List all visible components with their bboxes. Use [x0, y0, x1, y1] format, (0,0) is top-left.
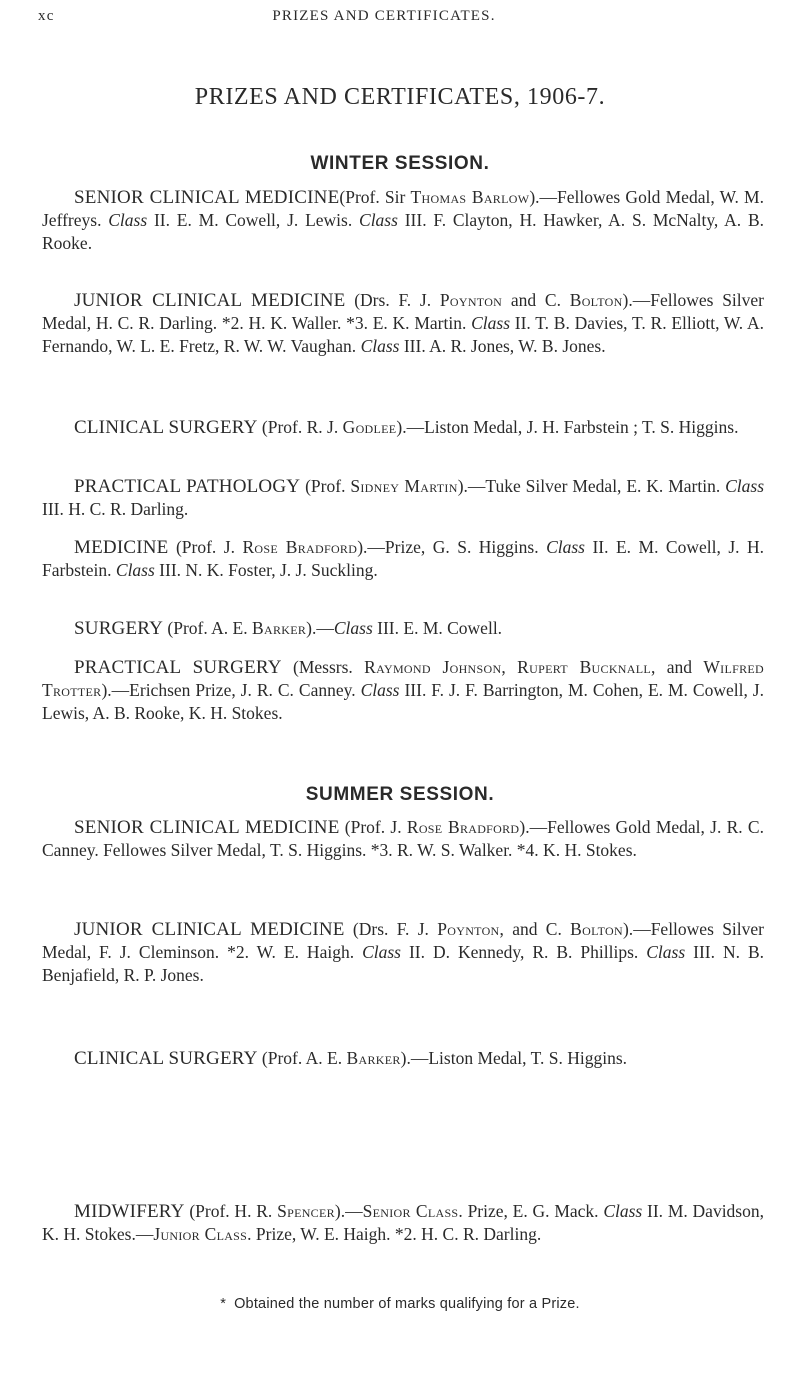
- professor-name: Bolton: [570, 919, 623, 939]
- professor-name: Raymond Johnson: [364, 657, 502, 677]
- award-text: —Tuke Silver Medal, E. K. Martin.: [467, 476, 726, 496]
- professor-name: Bolton: [569, 290, 623, 310]
- professor-name: Rupert Bucknall: [517, 657, 651, 677]
- footnote-marker: *: [220, 1296, 227, 1312]
- class-label: Class: [333, 618, 373, 638]
- award-text: II. T. B. Davies, T. R. Elliott, W. A. Fernando, W. L. E. Fretz, R. W. W. Vaughan.: [42, 313, 764, 356]
- award-text: III. F. J. F. Barrington, M. Cohen, E. M. Cowell, J. Lewis, A. B. Rooke, K. H. Stokes.: [42, 680, 764, 723]
- award-text: . Prize, E. G. Mack.: [458, 1201, 604, 1221]
- winter-senior-clinical-medicine-entry: SENIOR CLINICAL MEDICINE(Prof. Sir Thomas Barlow).—Fellowes Gold Medal, W. M. Jeffreys. Class II. E. M. Cowell, J. Lewis. Class III. F. Clayton, H. Hawker, A. S. McNalty, A. B. Rooke.: [42, 187, 764, 253]
- award-text: —Prize, G. S. Higgins.: [367, 537, 547, 557]
- class-label: Class: [646, 942, 686, 962]
- award-text: —Fellowes Gold Medal, W. M. Jeffreys.: [42, 187, 764, 230]
- professor-name: Sidney Martin: [350, 476, 458, 496]
- class-label: Class: [108, 210, 148, 230]
- subject-title: PRACTICAL PATHOLOGY: [74, 476, 301, 497]
- professor-name: Rose Bradford: [406, 817, 520, 837]
- winter-surgery-entry: SURGERY (Prof. A. E. Barker).—Class III. E. M. Cowell.: [74, 618, 503, 639]
- professor-name: Barker: [346, 1048, 401, 1068]
- class-label: Senior Class: [362, 1201, 459, 1221]
- award-text: II. M. Davidson, K. H. Stokes.—: [42, 1201, 764, 1244]
- professor-name: Poynton: [439, 290, 503, 310]
- class-label: Class: [115, 560, 155, 580]
- award-text: —Fellowes Silver Medal, H. C. R. Darling. *2. H. K. Waller. *3. E. K. Martin.: [42, 290, 764, 333]
- summer-senior-clinical-medicine-entry: SENIOR CLINICAL MEDICINE (Prof. J. Rose Bradford).—Fellowes Gold Medal, J. R. C. Canney. Fellowes Silver Medal, T. S. Higgins. *3. R. W. S. Walker. *4. K. H. Stokes.: [42, 817, 764, 860]
- winter-clinical-surgery-entry: CLINICAL SURGERY (Prof. R. J. Godlee).—Liston Medal, J. H. Farbstein ; T. S. Higgins.: [74, 417, 739, 438]
- subject-title: JUNIOR CLINICAL MEDICINE: [74, 919, 345, 940]
- running-head-title: PRIZES AND CERTIFICATES.: [272, 8, 496, 24]
- subject-title: MIDWIFERY: [74, 1201, 185, 1222]
- winter-practical-surgery-entry: PRACTICAL SURGERY (Messrs. Raymond Johnson, Rupert Bucknall, and Wilfred Trotter).—Erichsen Prize, J. R. C. Canney. Class III. F. J. F. Barrington, M. Cohen, E. M. Cowell, J. Lewis, A. B. Rooke, K. H. Stokes.: [42, 657, 764, 723]
- page-number: xc: [38, 8, 55, 24]
- professor-name: Spencer: [277, 1201, 335, 1221]
- professor-name: Wilfred Trotter: [42, 657, 764, 700]
- award-text: —Fellowes Gold Medal, J. R. C. Canney. Fellowes Silver Medal, T. S. Higgins. *3. R. W. S. Walker. *4. K. H. Stokes.: [42, 817, 764, 860]
- subject-title: SENIOR CLINICAL MEDICINE: [74, 817, 340, 838]
- footnote: [0, 1296, 800, 1312]
- subject-title: PRACTICAL SURGERY: [74, 657, 282, 678]
- award-text: III. N. B. Benjafield, R. P. Jones.: [42, 942, 764, 985]
- class-label: Class: [360, 336, 400, 356]
- subject-title: SENIOR CLINICAL MEDICINE: [74, 187, 340, 208]
- award-text: —Liston Medal, J. H. Farbstein ; T. S. Higgins.: [406, 417, 739, 437]
- award-text: III. F. Clayton, H. Hawker, A. S. McNalty, A. B. Rooke.: [42, 210, 764, 253]
- summer-junior-clinical-medicine-entry: JUNIOR CLINICAL MEDICINE (Drs. F. J. Poynton, and C. Bolton).—Fellowes Silver Medal, F. J. Cleminson. *2. W. E. Haigh. Class II. D. Kennedy, R. B. Phillips. Class III. N. B. Benjafield, R. P. Jones.: [42, 919, 764, 985]
- class-label: Junior Class: [153, 1224, 248, 1244]
- summer-session-heading: SUMMER SESSION.: [305, 784, 495, 805]
- class-label: Class: [362, 942, 401, 962]
- class-label: Class: [359, 210, 398, 230]
- professor-name: Poynton: [437, 919, 500, 939]
- page-title: PRIZES AND CERTIFICATES, 1906-7.: [194, 84, 606, 110]
- class-label: Class: [471, 313, 510, 333]
- award-text: III. A. R. Jones, W. B. Jones.: [399, 336, 606, 356]
- award-text: II. E. M. Cowell, J. Lewis.: [147, 210, 360, 230]
- class-label: Class: [546, 537, 585, 557]
- professor-name: Rose Bradford: [242, 537, 358, 557]
- winter-junior-clinical-medicine-entry: JUNIOR CLINICAL MEDICINE (Drs. F. J. Poynton and C. Bolton).—Fellowes Silver Medal, H. C. R. Darling. *2. H. K. Waller. *3. E. K. Martin. Class II. T. B. Davies, T. R. Elliott, W. A. Fernando, W. L. E. Fretz, R. W. W. Vaughan. Class III. A. R. Jones, W. B. Jones.: [42, 290, 764, 356]
- winter-medicine-entry: MEDICINE (Prof. J. Rose Bradford).—Prize, G. S. Higgins. Class II. E. M. Cowell, J. H. Farbstein. Class III. N. K. Foster, J. J. Suckling.: [42, 537, 765, 580]
- winter-practical-pathology-entry: PRACTICAL PATHOLOGY (Prof. Sidney Martin).—Tuke Silver Medal, E. K. Martin. Class III. H. C. R. Darling.: [42, 476, 765, 519]
- award-text: II. D. Kennedy, R. B. Phillips.: [400, 942, 647, 962]
- subject-title: JUNIOR CLINICAL MEDICINE: [74, 290, 346, 311]
- class-label: Class: [603, 1201, 643, 1221]
- winter-session-heading: WINTER SESSION.: [310, 153, 490, 174]
- summer-midwifery-entry: MIDWIFERY (Prof. H. R. Spencer).—Senior Class. Prize, E. G. Mack. Class II. M. Davidson, K. H. Stokes.—Junior Class. Prize, W. E. Haigh. *2. H. C. R. Darling.: [42, 1201, 764, 1244]
- award-text: III. E. M. Cowell.: [372, 618, 503, 638]
- subject-title: CLINICAL SURGERY: [74, 417, 258, 438]
- class-label: Class: [725, 476, 765, 496]
- class-label: Class: [360, 680, 400, 700]
- professor-name: Godlee: [342, 417, 397, 437]
- subject-title: SURGERY: [74, 618, 164, 639]
- award-text: III. N. K. Foster, J. J. Suckling.: [154, 560, 378, 580]
- professor-name: Thomas Barlow: [410, 187, 530, 207]
- award-text: —Erichsen Prize, J. R. C. Canney.: [111, 680, 361, 700]
- footnote-text: Obtained the number of marks qualifying for a Prize.: [234, 1296, 580, 1312]
- award-text: II. E. M. Cowell, J. H. Farbstein.: [42, 537, 765, 580]
- summer-clinical-surgery-entry: CLINICAL SURGERY (Prof. A. E. Barker).—Liston Medal, T. S. Higgins.: [74, 1048, 628, 1069]
- subject-title: MEDICINE: [74, 537, 169, 558]
- professor-name: Barker: [252, 618, 307, 638]
- running-head: [38, 8, 730, 32]
- award-text: —Liston Medal, T. S. Higgins.: [410, 1048, 628, 1068]
- award-text: —Fellowes Silver Medal, F. J. Cleminson. *2. W. E. Haigh.: [42, 919, 764, 962]
- subject-title: CLINICAL SURGERY: [74, 1048, 258, 1069]
- award-text: III. H. C. R. Darling.: [42, 499, 189, 519]
- award-text: . Prize, W. E. Haigh. *2. H. C. R. Darling.: [247, 1224, 542, 1244]
